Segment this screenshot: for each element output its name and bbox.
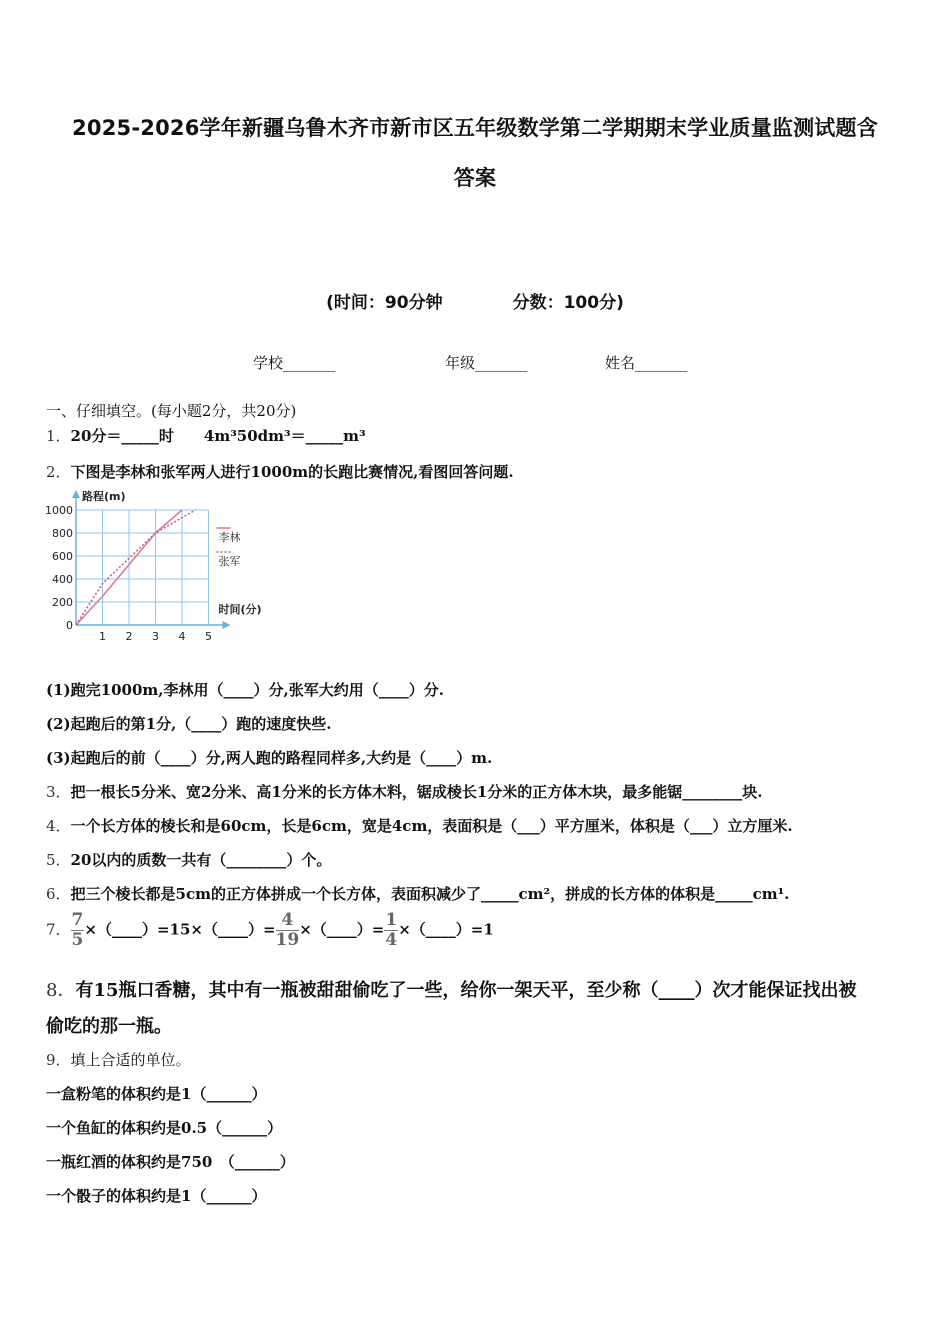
x-tick-label: 4: [178, 630, 186, 640]
y-tick-label: 600: [52, 550, 73, 563]
legend-label: 李林: [218, 531, 241, 544]
y-tick-label: 400: [52, 573, 73, 586]
q7-part1: ×（____）=15×（____）=: [84, 920, 276, 939]
fraction-7-5: $\frac{7}{5}$: [71, 910, 84, 950]
q2-number: 2．: [46, 463, 71, 481]
question-6: [46, 883, 789, 904]
q7-part3: ×（____）=1: [398, 920, 494, 939]
fraction-4-19: $\frac{4}{19}$: [275, 910, 300, 950]
exam-info: [0, 288, 950, 313]
question-4: [46, 815, 793, 836]
q8-line1: 有15瓶口香糖，其中有一瓶被甜甜偷吃了一些，给你一架天平，至少称（____）次才能保证找出被: [75, 980, 857, 1001]
x-tick-label: 1: [99, 630, 106, 640]
y-tick-label: 0: [66, 619, 73, 632]
x-axis-label: 时间(分): [218, 603, 262, 616]
chart-axes: [72, 490, 231, 629]
y-axis-arrow: [72, 490, 80, 498]
q1-text: 20分＝_____时 4m³50dm³＝_____m³: [70, 427, 366, 445]
q9-item: 一盒粉笔的体积约是1（______）: [46, 1085, 267, 1103]
question-1: [46, 425, 366, 446]
chart-series: [76, 510, 195, 625]
exam-score: 分数：100分): [512, 293, 624, 313]
x-tick-label: 5: [205, 630, 212, 640]
q9-item: 一个骰子的体积约是1（______）: [46, 1187, 267, 1205]
series-line-zhangjun: [76, 510, 195, 625]
q2-sub1: (1)跑完1000m,李林用（____）分,张军大约用（____）分.: [46, 681, 444, 699]
section1-heading: 一、仔细填空。(每小题2分，共20分): [46, 402, 297, 420]
q9-text: 填上合适的单位。: [70, 1051, 191, 1069]
y-tick-label: 200: [52, 596, 73, 609]
question-9: [46, 1049, 191, 1070]
y-tick-label: 1000: [45, 504, 73, 517]
q3-number: 3．: [46, 783, 71, 801]
q9-item: 一瓶红酒的体积约是750 （______）: [46, 1153, 295, 1171]
question-5: [46, 849, 331, 870]
race-chart: [40, 488, 280, 640]
question-8: [46, 976, 857, 1002]
chart-grid: [76, 510, 209, 625]
legend-label: 张军: [218, 555, 241, 568]
question-3: [46, 781, 763, 802]
document-title-line2: 答案: [453, 166, 497, 190]
fraction-1-4: $\frac{1}{4}$: [385, 910, 398, 950]
question-2: [46, 461, 514, 482]
x-axis-arrow: [223, 621, 231, 629]
q2-text: 下图是李林和张军两人进行1000m的长跑比赛情况,看图回答问题.: [70, 463, 514, 481]
q4-number: 4．: [46, 817, 71, 835]
y-axis-label: 路程(m): [82, 490, 126, 503]
question-7: [46, 912, 494, 949]
document-title-line1: 2025-2026学年新疆乌鲁木齐市新市区五年级数学第二学期期末学业质量监测试题含: [72, 116, 878, 140]
q5-text: 20以内的质数一共有（________）个。: [70, 851, 332, 869]
q7-part2: ×（____）=: [299, 920, 385, 939]
q2-sub2: (2)起跑后的第1分,（____）跑的速度快些.: [46, 715, 332, 733]
y-tick-label: 800: [52, 527, 73, 540]
x-tick-label: 3: [152, 630, 159, 640]
q9-number: 9．: [46, 1051, 71, 1069]
chart-legend: [217, 528, 241, 568]
exam-time: (时间：90分钟: [326, 293, 443, 313]
q8-number: 8．: [46, 980, 76, 1001]
q4-text: 一个长方体的棱长和是60cm，长是6cm，宽是4cm，表面积是（___）平方厘米，体积是（___）立方厘米.: [70, 817, 793, 835]
q9-item: 一个鱼缸的体积约是0.5（______）: [46, 1119, 283, 1137]
q6-text: 把三个棱长都是5cm的正方体拼成一个长方体，表面积减少了_____cm²，拼成的长方体的体积是_____cm¹.: [70, 885, 790, 903]
school-field: 学校_______: [253, 354, 336, 372]
q2-sub3: (3)起跑后的前（____）分,两人跑的路程同样多,大约是（____）m.: [46, 749, 493, 767]
q5-number: 5．: [46, 851, 71, 869]
name-field: 姓名_______: [605, 354, 688, 372]
grade-field: 年级_______: [445, 354, 528, 372]
q7-number: 7．: [46, 920, 71, 939]
q1-number: 1．: [46, 427, 71, 445]
x-tick-label: 2: [125, 630, 133, 640]
q6-number: 6．: [46, 885, 71, 903]
q8-line2: 偷吃的那一瓶。: [46, 1016, 172, 1037]
q3-text: 把一根长5分米、宽2分米、高1分米的长方体木料，锯成棱长1分米的正方体木块，最多能锯________块.: [70, 783, 763, 801]
